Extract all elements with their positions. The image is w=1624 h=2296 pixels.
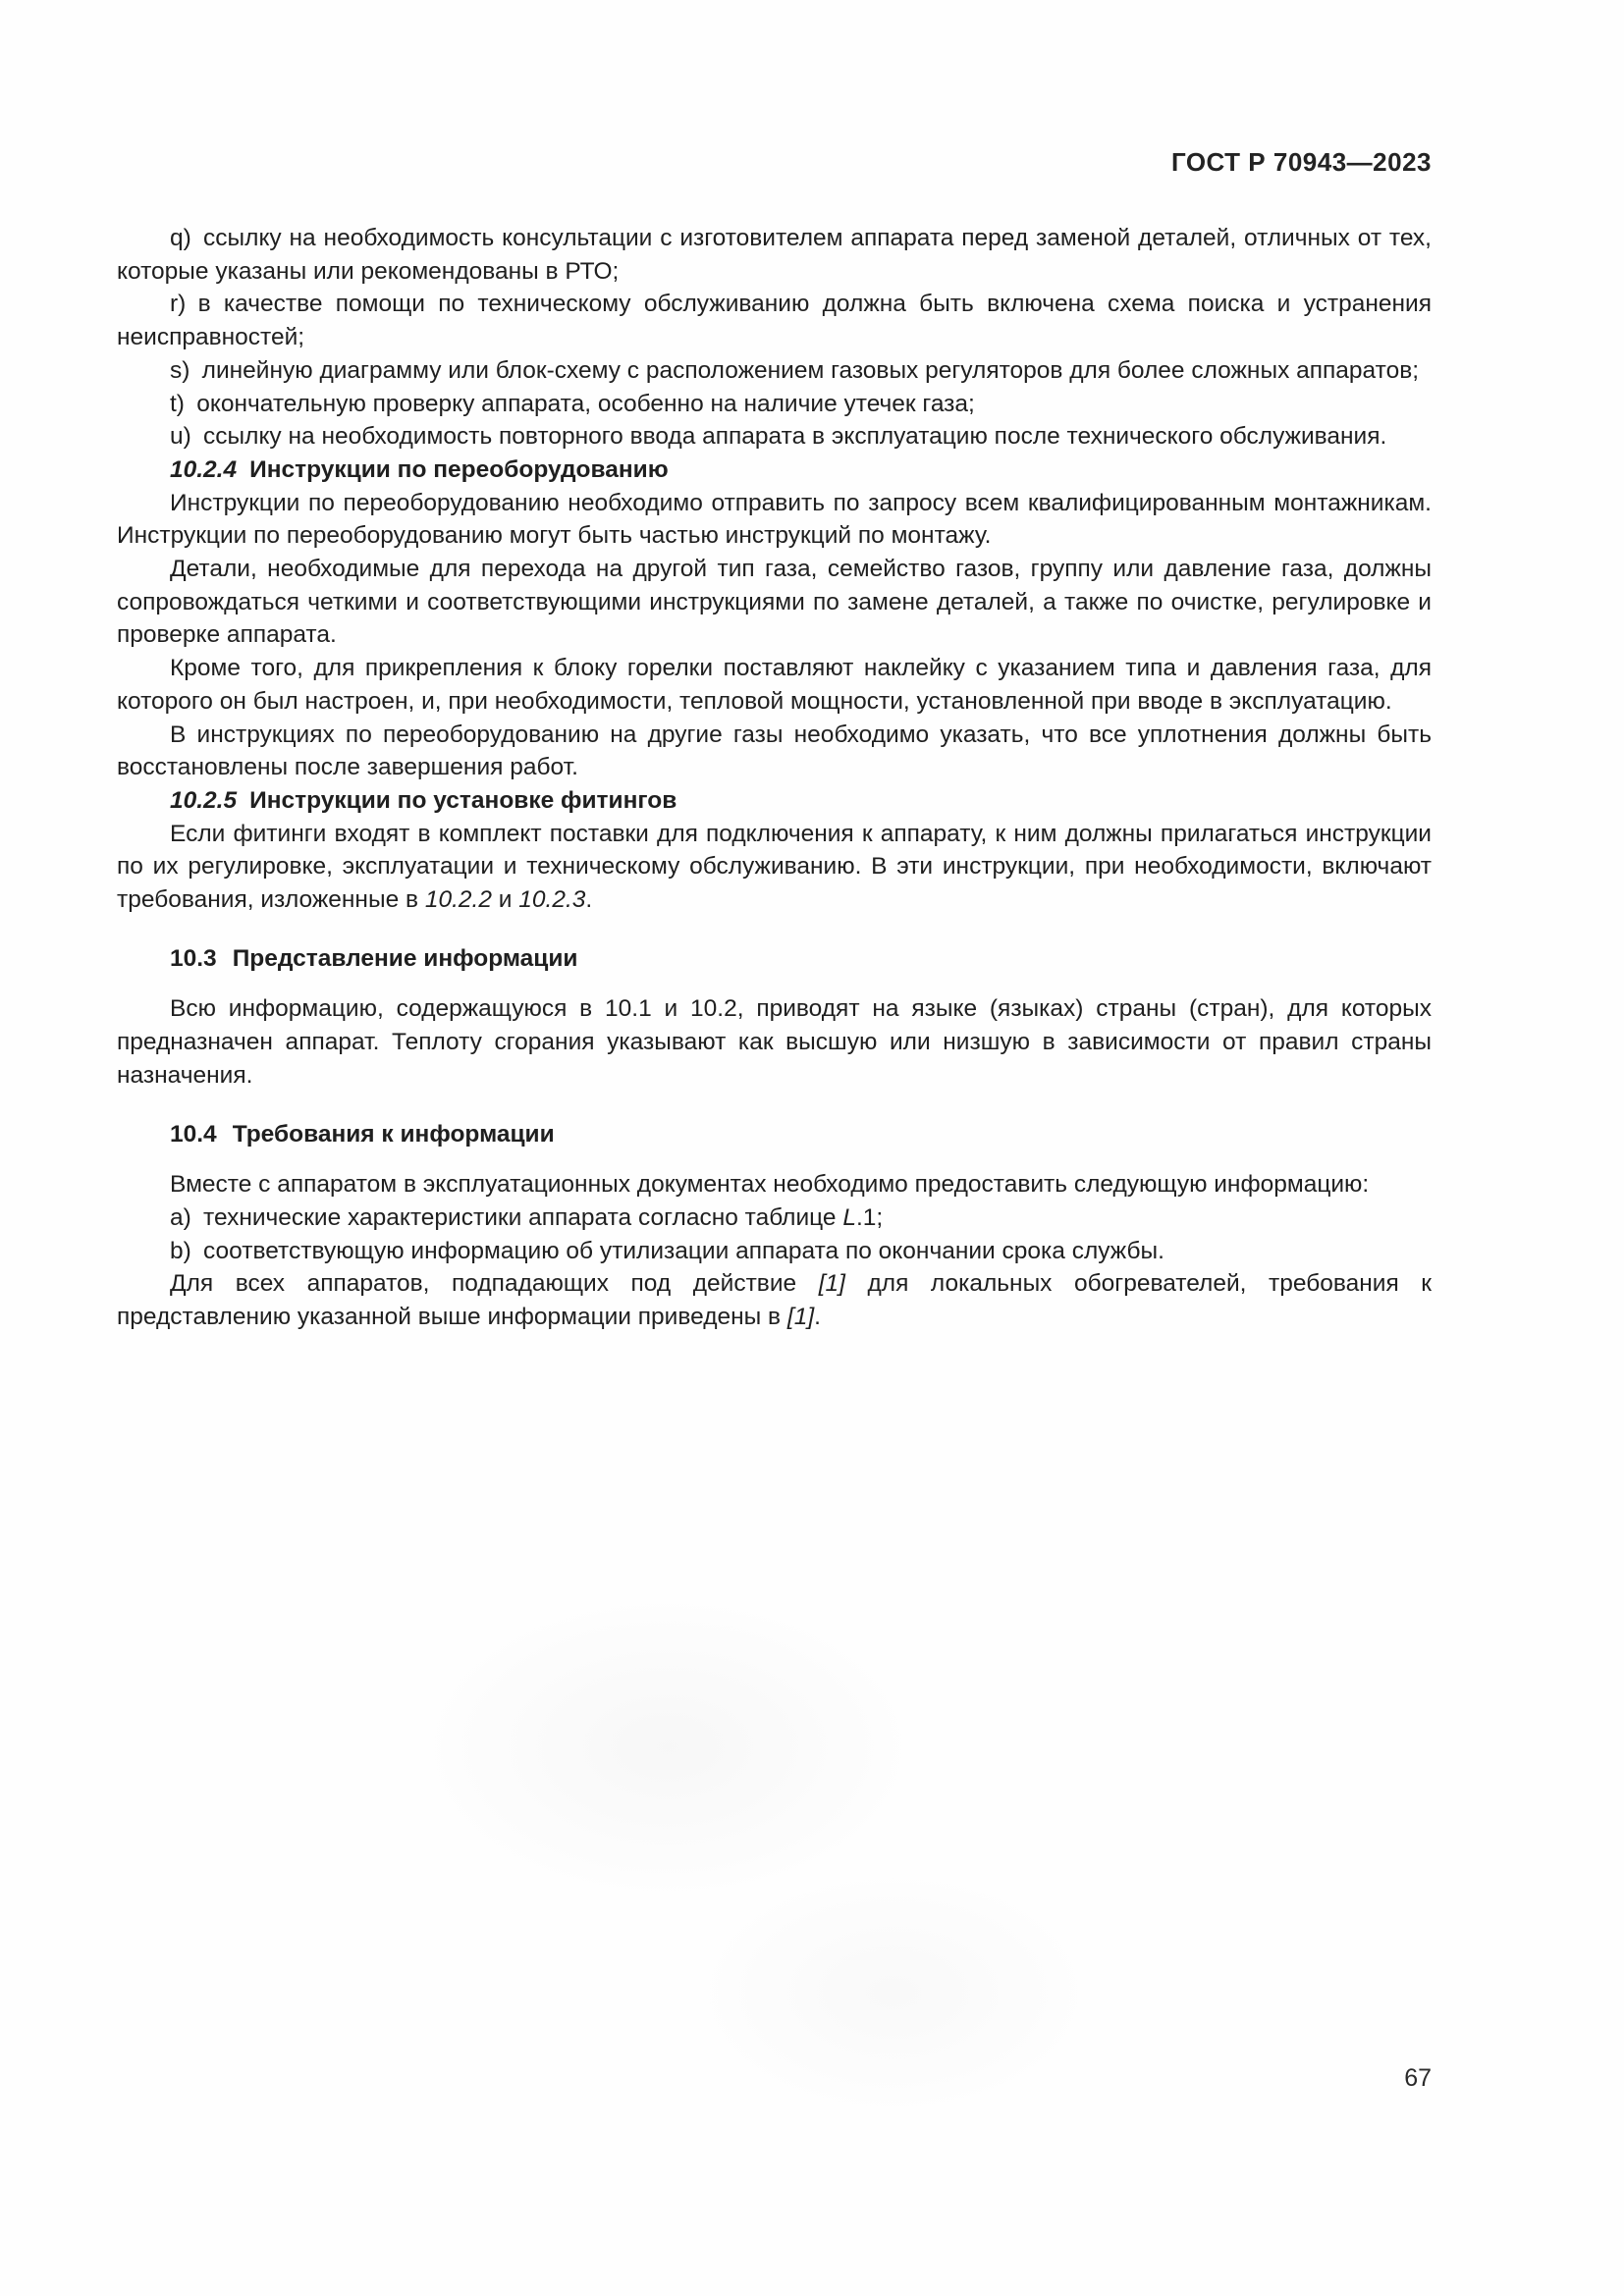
- section-title: Требования к информации: [232, 1120, 555, 1148]
- section-heading: [117, 942, 1432, 976]
- paragraph: Всю информацию, содержащуюся в 10.1 и 10.2, приводят на языке (языках) страны (стран), для которых предназначен аппарат. Теплоту сгорания указывают как высшую или низшую в зависимости от правил страны назначения.: [117, 995, 1432, 1089]
- list-item: t) окончательную проверку аппарата, особенно на наличие утечек газа;: [170, 390, 975, 417]
- subsection-number: 10.2.5: [170, 786, 238, 814]
- paragraph: Детали, необходимые для перехода на другой тип газа, семейство газов, группу или давление газа, должны сопровождаться четкими и соответствующими инструкциями по замене деталей, а также по очистке, регулировке и проверке аппарата.: [117, 556, 1432, 649]
- paragraph: Инструкции по переоборудованию необходимо отправить по запросу всем квалифицированным монтажникам. Инструкции по переоборудованию могут быть частью инструкций по монтажу.: [117, 489, 1432, 550]
- doc-number: ГОСТ Р 70943—2023: [1170, 147, 1432, 177]
- subsection-number: 10.2.4: [170, 455, 238, 483]
- subsection-title: Инструкции по установке фитингов: [249, 786, 677, 814]
- scan-artifact: [687, 1865, 1100, 2120]
- list-item: a) технические характеристики аппарата согласно таблице L.1;: [170, 1203, 884, 1231]
- scan-artifact: [412, 1590, 923, 1904]
- paragraph: Кроме того, для прикрепления к блоку горелки поставляют наклейку с указанием типа и давления газа, для которого он был настроен, и, при необходимости, тепловой мощности, установленной при вводе в эксплуатацию.: [117, 655, 1432, 715]
- section-title: Представление информации: [232, 944, 578, 972]
- subsection-title: Инструкции по переоборудованию: [249, 455, 669, 483]
- paragraph: Вместе с аппаратом в эксплуатационных документах необходимо предоставить следующую информацию:: [170, 1171, 1370, 1199]
- section-heading: [117, 1118, 1432, 1151]
- subsection-heading: [117, 784, 1432, 818]
- page-content: [117, 222, 1432, 1334]
- subsection-heading: [117, 454, 1432, 487]
- section-number: 10.4: [170, 1120, 217, 1148]
- section-number: 10.3: [170, 944, 217, 972]
- list-item: q) ссылку на необходимость консультации с изготовителем аппарата перед заменой деталей, отличных от тех, которые указаны или рекомендованы в РТО;: [117, 225, 1432, 285]
- list-item: u) ссылку на необходимость повторного ввода аппарата в эксплуатацию после технического обслуживания.: [170, 423, 1387, 451]
- paragraph: Если фитинги входят в комплект поставки для подключения к аппарату, к ним должны прилагаться инструкции по их регулировке, эксплуатации и техническому обслуживанию. В эти инструкции, при необходимости, включают требования, изложенные в 10.2.2 и 10.2.3.: [117, 820, 1432, 914]
- list-item: s) линейную диаграмму или блок-схему с расположением газовых регуляторов для более сложных аппаратов;: [170, 356, 1420, 384]
- paragraph: В инструкциях по переоборудованию на другие газы необходимо указать, что все уплотнения должны быть восстановлены после завершения работ.: [117, 721, 1432, 781]
- paragraph: Для всех аппаратов, подпадающих под действие [1] для локальных обогревателей, требования к представлению указанной выше информации приведены в [1].: [117, 1270, 1432, 1331]
- page-number: 67: [1404, 2064, 1432, 2092]
- list-item: b) соответствующую информацию об утилизации аппарата по окончании срока службы.: [170, 1237, 1164, 1264]
- list-item: r) в качестве помощи по техническому обслуживанию должна быть включена схема поиска и устранения неисправностей;: [117, 291, 1432, 351]
